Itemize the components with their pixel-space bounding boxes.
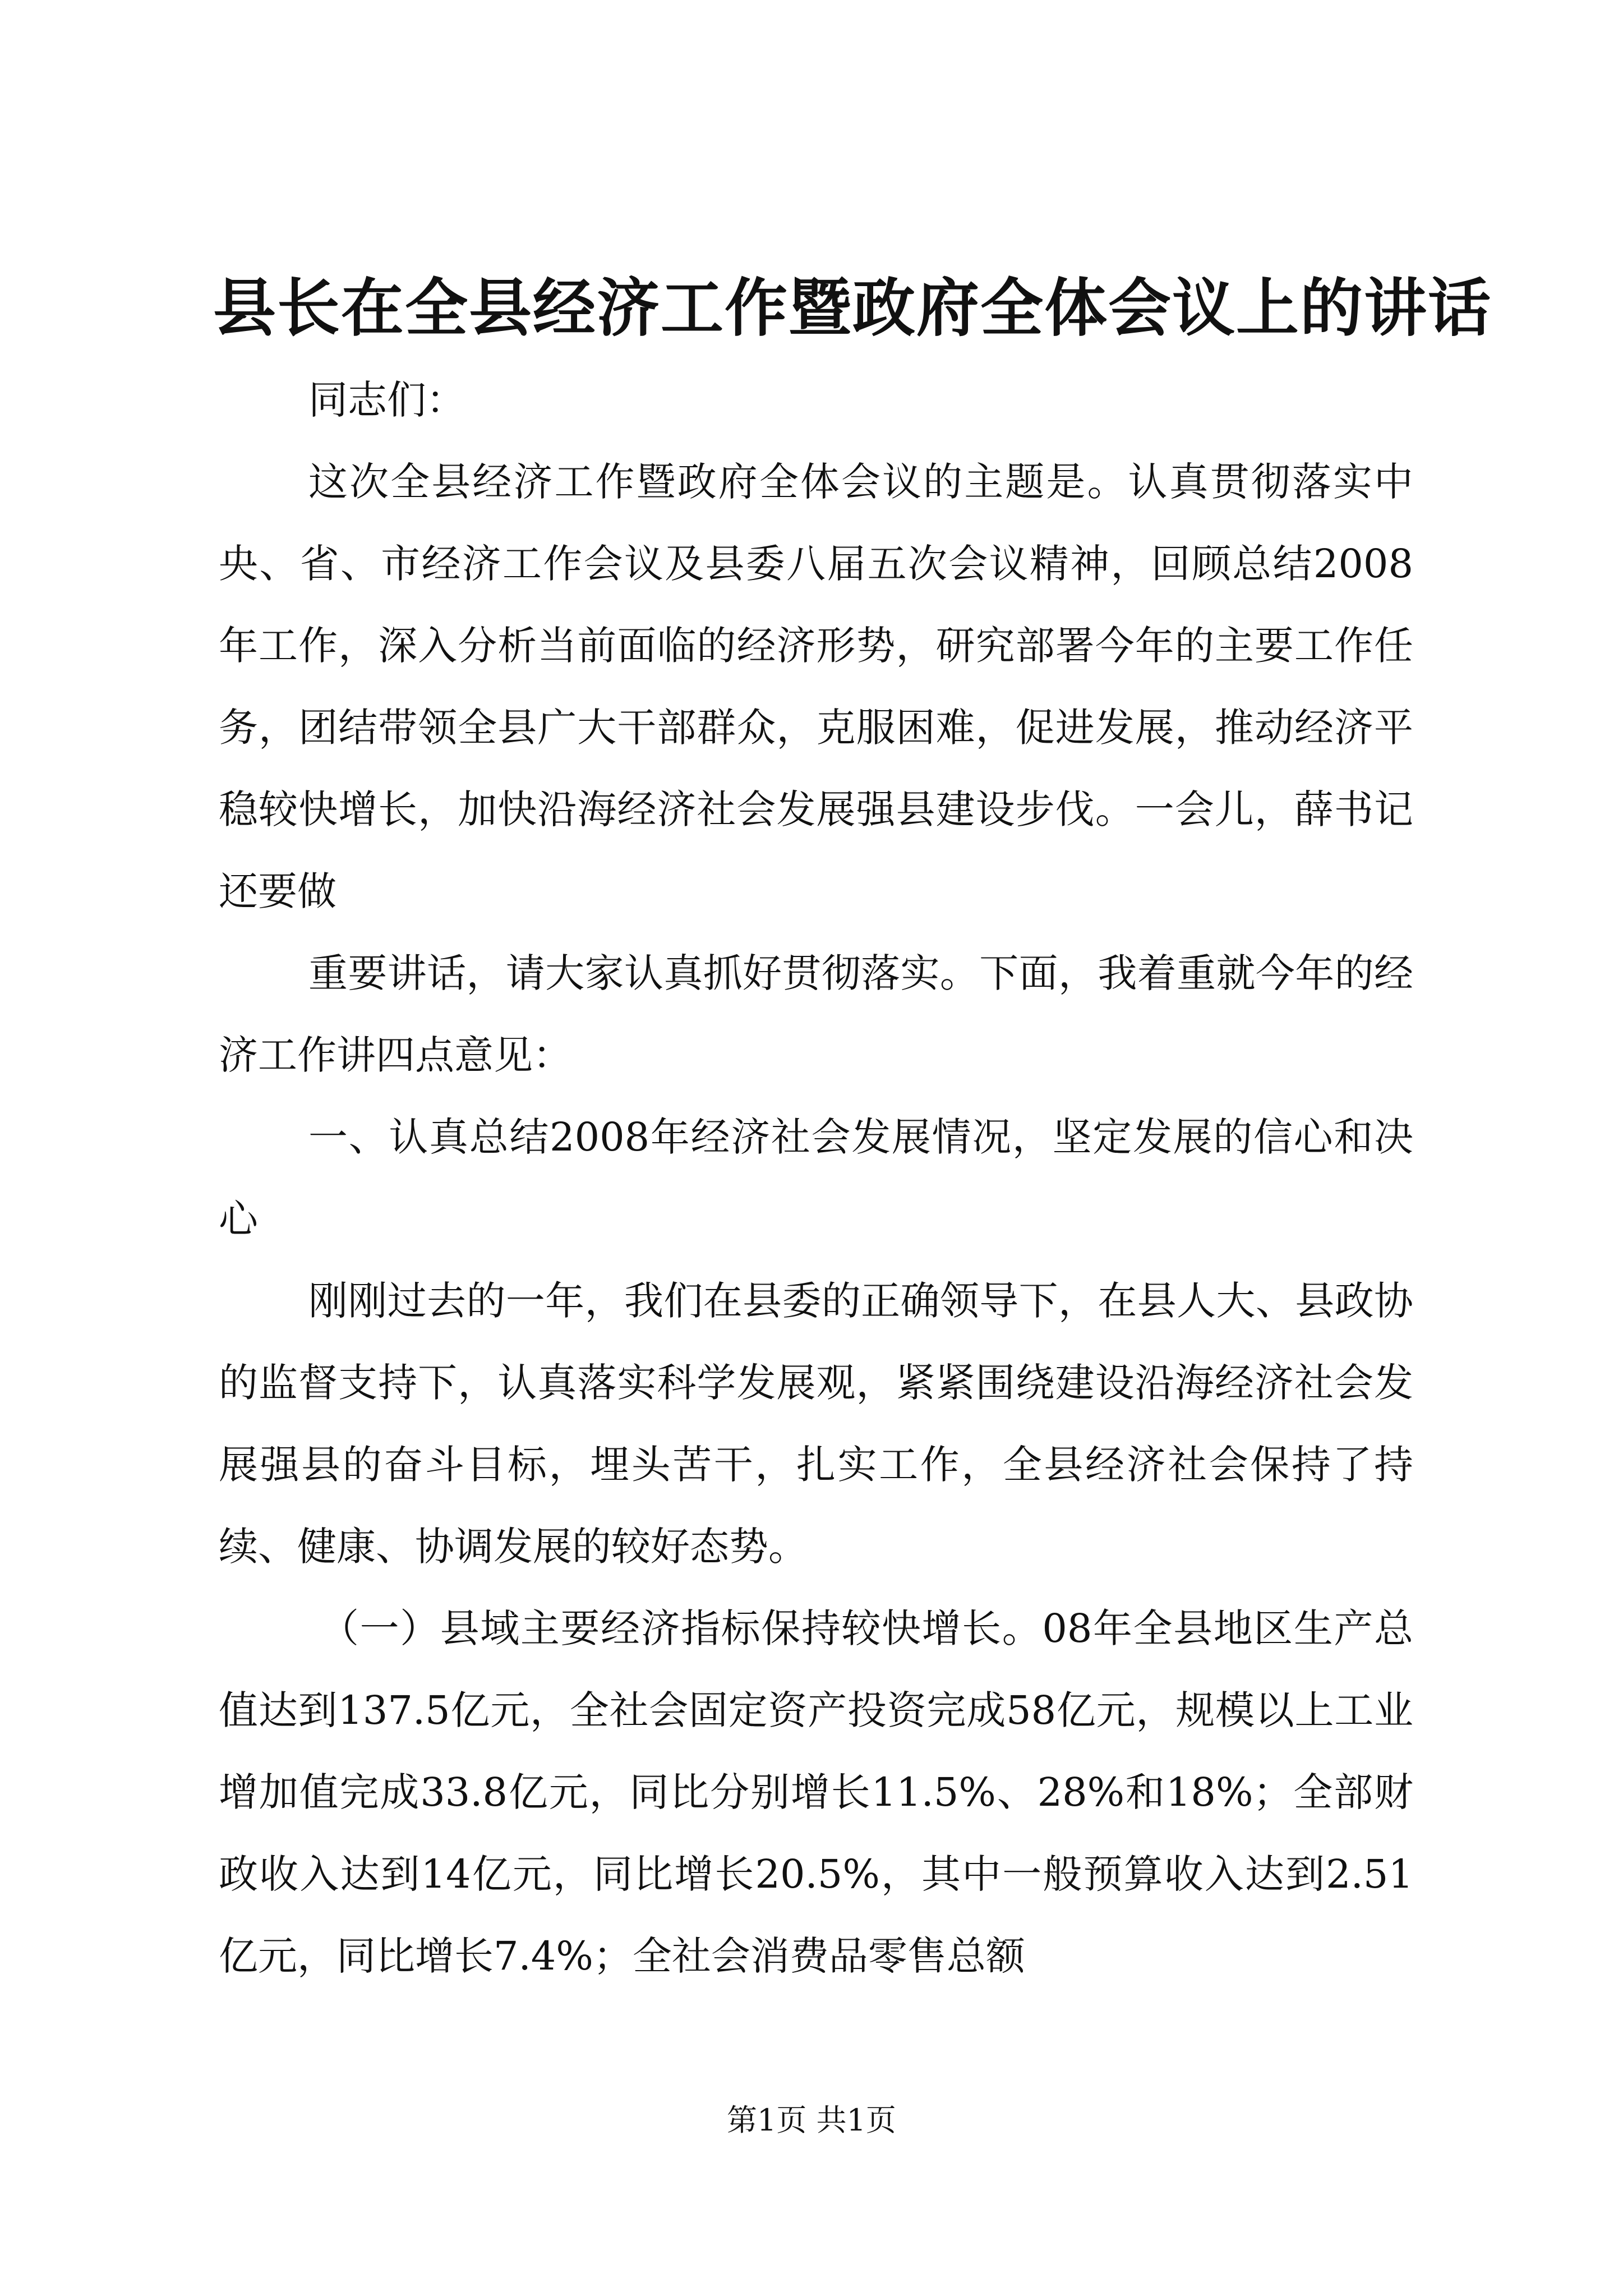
page-footer: 第1页 共1页 (727, 2102, 896, 2138)
body-paragraph: 这次全县经济工作暨政府全体会议的主题是。认真贯彻落实中央、省、市经济工作会议及县委八届五次会议精神，回顾总结2008年工作，深入分析当前面临的经济形势，研究部署今年的主要工作任务，团结带领全县广大干部群众，克服困难，促进发展，推动经济平稳较快增长，加快沿海经济社会发展强县建设步伐。一会儿，薛书记还要做 (219, 459, 1413, 914)
body-paragraph: 重要讲话，请大家认真抓好贯彻落实。下面，我着重就今年的经济工作讲四点意见： (219, 950, 1413, 1078)
salutation-paragraph: 同志们： (308, 377, 465, 423)
body-paragraph: 刚刚过去的一年，我们在县委的正确领导下，在县人大、县政协的监督支持下，认真落实科学发展观，紧紧围绕建设沿海经济社会发展强县的奋斗目标，埋头苦干，扎实工作，全县经济社会保持了持续、健康、协调发展的较好态势。 (219, 1278, 1413, 1570)
document-body (219, 359, 1413, 1997)
section-heading: 一、认真总结2008年经济社会发展情况，坚定发展的信心和决心 (219, 1114, 1413, 1242)
body-paragraph: （一）县域主要经济指标保持较快增长。08年全县地区生产总值达到137.5亿元，全社会固定资产投资完成58亿元，规模以上工业增加值完成33.8亿元，同比分别增长11.5%、28%和18%；全部财政收入达到14亿元，同比增长20.5%，其中一般预算收入达到2.51亿元，同比增长7.4%；全社会消费品零售总额 (219, 1605, 1413, 1979)
page-title: 县长在全县经济工作暨政府全体会议上的讲话 (213, 272, 1492, 345)
